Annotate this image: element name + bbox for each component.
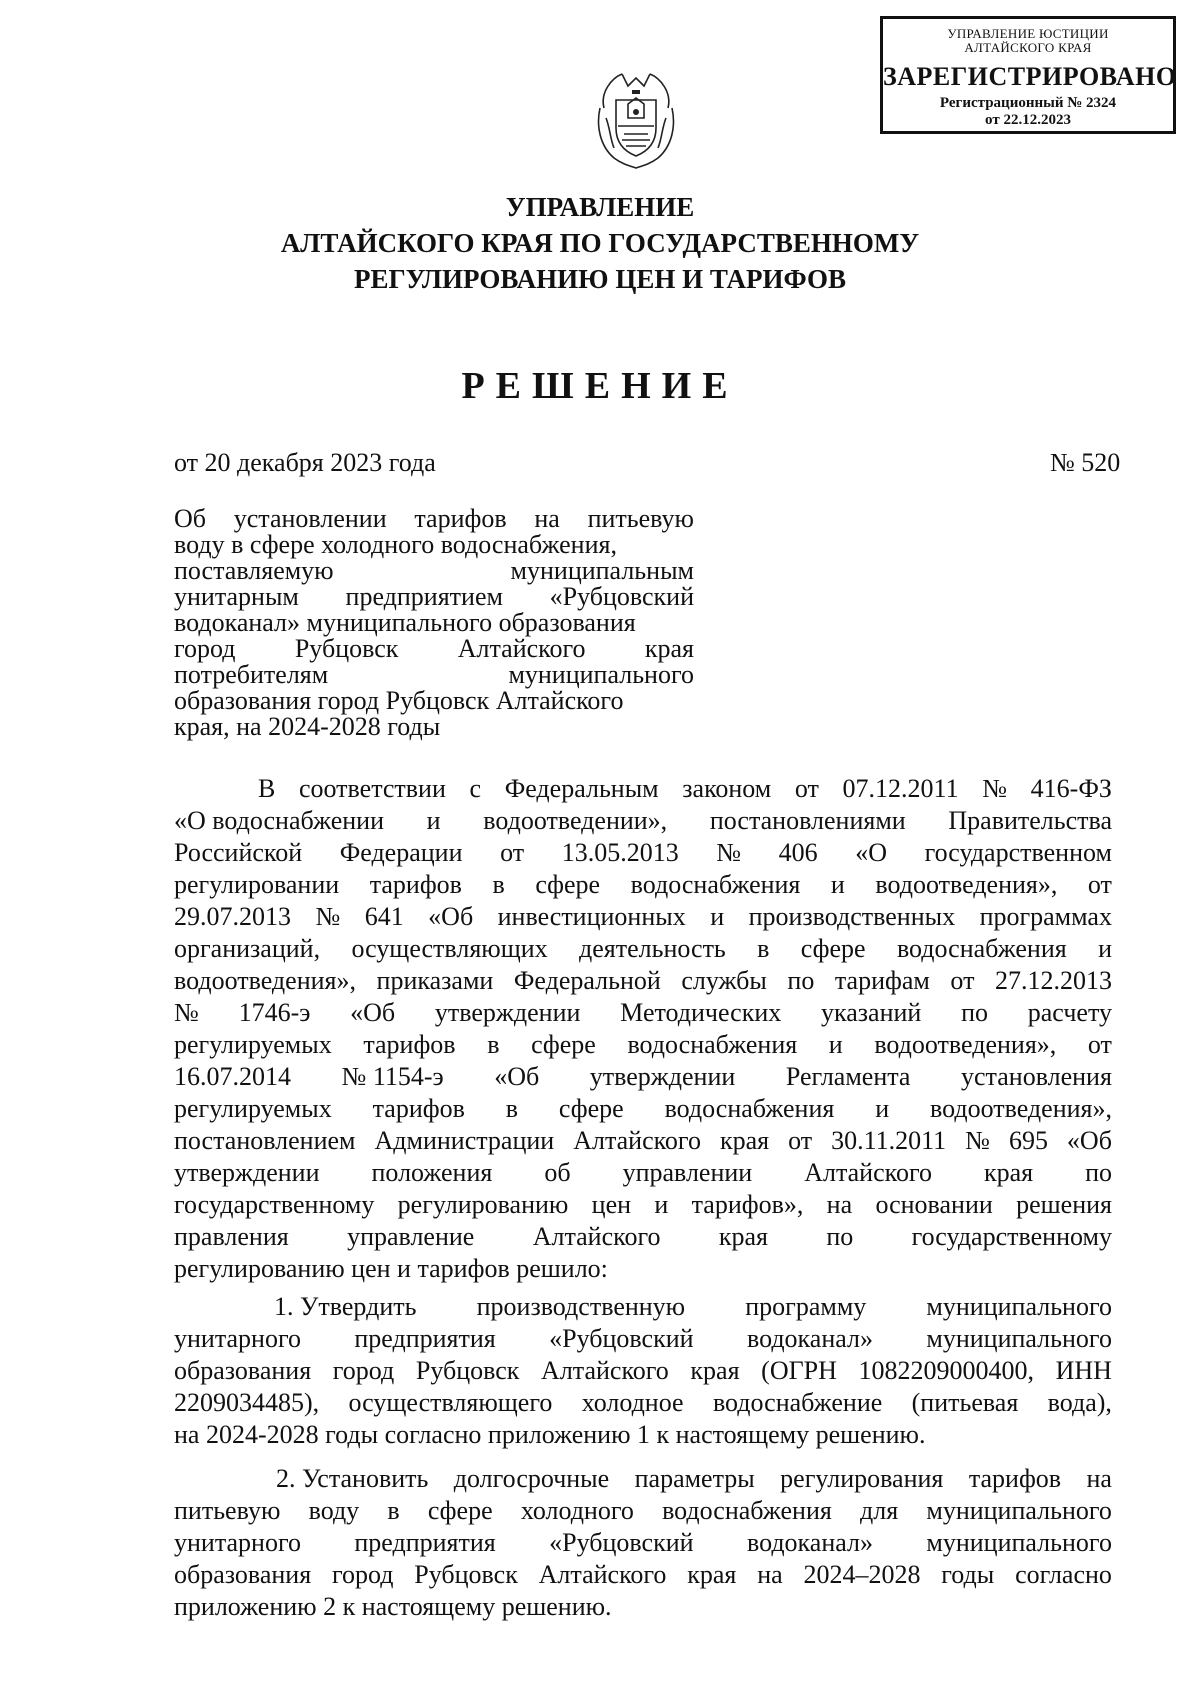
word: службы (681, 966, 767, 995)
word: унитарного (174, 1528, 301, 1557)
word: № (982, 774, 1008, 803)
word: «Рубцовский (549, 1528, 694, 1557)
item2-line (174, 1527, 1112, 1559)
word: вода), (1047, 1388, 1112, 1417)
word: приложению 2 к настоящему решению. (174, 1592, 612, 1621)
subject-line (174, 532, 694, 558)
word: № (965, 1126, 990, 1155)
word: водоканал» (746, 1324, 873, 1353)
word: края (719, 1126, 770, 1155)
word: тарифов (369, 870, 462, 899)
word: муниципального (926, 1324, 1112, 1353)
word: питьевую (174, 1496, 281, 1525)
word: по (787, 966, 815, 995)
word: 1746-э (238, 998, 311, 1027)
word: на (534, 504, 560, 533)
word: (питьевая (911, 1388, 1019, 1417)
word: цен (591, 1190, 632, 1219)
word: решения (1016, 1190, 1112, 1219)
word: муниципальным (510, 556, 694, 585)
word: Методических (620, 998, 782, 1027)
word: 1082209000400, (858, 1356, 1034, 1385)
word: правления (174, 1222, 289, 1251)
word: от (788, 1126, 813, 1155)
item2-line (174, 1463, 1112, 1495)
word: водоотведении», (483, 806, 668, 835)
word: предприятием (345, 582, 503, 611)
word: утверждении (174, 1158, 320, 1187)
item1-line (174, 1291, 1112, 1323)
word: холодного (520, 1496, 634, 1525)
word: предприятия (354, 1324, 496, 1353)
word: утверждении (589, 1062, 736, 1091)
word: на (757, 1560, 783, 1589)
word: управлении (622, 1158, 753, 1187)
word: поставляемую (174, 556, 334, 585)
word: производственных (748, 902, 956, 931)
word: сфере (531, 1030, 596, 1059)
word: Рубцовск (294, 634, 399, 663)
word: для (860, 1496, 899, 1525)
word: «О (855, 838, 888, 867)
word: регулировании (174, 870, 340, 899)
word: постановлениями (709, 806, 906, 835)
stamp-status: ЗАРЕГИСТРИРОВАНО (883, 62, 1177, 91)
word: 29.07.2013 (174, 902, 291, 931)
preamble-line (174, 1093, 1112, 1125)
preamble-line (174, 997, 1112, 1029)
item2-line (174, 1559, 1112, 1591)
preamble-line (174, 965, 1112, 997)
word: предприятия (354, 1528, 496, 1557)
word: и (828, 1030, 843, 1059)
word: Алтайского (457, 634, 586, 663)
word: В (258, 774, 276, 803)
word: «Об (428, 902, 474, 931)
word: регулированию (397, 1190, 569, 1219)
word: муниципального (508, 660, 694, 689)
word: по (826, 1222, 854, 1251)
word: 27.12.2013 (994, 966, 1112, 995)
preamble-line (174, 869, 1112, 901)
preamble-line (174, 1029, 1112, 1061)
word: потребителям (174, 660, 329, 689)
word: расчету (1027, 998, 1112, 1027)
preamble-line (174, 837, 1112, 869)
word: Регламента (785, 1062, 911, 1091)
stamp-authority-line2: АЛТАЙСКОГО КРАЯ (964, 40, 1092, 55)
word: «Рубцовский (549, 582, 694, 611)
word: тарифов (363, 1030, 456, 1059)
word: Федеральной (513, 966, 661, 995)
word: унитарным (174, 582, 299, 611)
word: регулированию цен и тарифов решило: (174, 1254, 608, 1283)
word: муниципального (926, 1528, 1112, 1557)
word: инвестиционных (497, 902, 686, 931)
word: холодное (581, 1388, 684, 1417)
word: установления (961, 1062, 1112, 1091)
word: управление (347, 1222, 475, 1251)
preamble-line (174, 1061, 1112, 1093)
item1-line (174, 1323, 1112, 1355)
word: законом (682, 774, 772, 803)
word: положения (371, 1158, 493, 1187)
word: деятельность (579, 934, 726, 963)
word: и (1098, 934, 1112, 963)
preamble-line (174, 901, 1112, 933)
word: с (469, 774, 482, 803)
word: Алтайского (538, 1560, 667, 1589)
document-subject (174, 506, 694, 740)
word: осуществляющих (351, 934, 548, 963)
word: и (875, 1094, 890, 1123)
preamble-line (174, 1125, 1112, 1157)
item2-line (174, 1591, 1112, 1623)
word: 07.12.2011 (842, 774, 959, 803)
word: водоснабжения (664, 1094, 835, 1123)
word: регулируемых (174, 1030, 332, 1059)
word: Федерации (339, 838, 463, 867)
word: водоснабжение (712, 1388, 883, 1417)
word: края (690, 1356, 740, 1385)
item1-line (174, 1419, 1112, 1451)
word: утверждении (434, 998, 581, 1027)
word: в (387, 1496, 400, 1525)
word: тарифов (414, 504, 507, 533)
word: питьевую (587, 504, 694, 533)
word: и (426, 806, 441, 835)
word: основании (875, 1190, 993, 1219)
document-number: № 520 (1050, 448, 1121, 477)
stamp-authority-line1: УПРАВЛЕНИЕ ЮСТИЦИИ (947, 26, 1109, 41)
word: 30.11.2011 (831, 1126, 947, 1155)
word: государственному (911, 1222, 1112, 1251)
spacer (174, 1451, 1112, 1463)
word: согласно (1015, 1560, 1112, 1589)
word: по (1085, 1158, 1112, 1187)
subject-line (174, 636, 694, 662)
word: 1. Утвердить (274, 1292, 417, 1321)
word: осуществляющего (348, 1388, 553, 1417)
preamble-line (174, 933, 1112, 965)
word: № (716, 838, 742, 867)
word: в (492, 870, 505, 899)
word: 406 (778, 838, 818, 867)
word: воду в сфере холодного водоснабжения, (174, 530, 617, 559)
word: водоотведения», (930, 1094, 1112, 1123)
word: водоотведения», (875, 870, 1058, 899)
word: 695 (1008, 1126, 1048, 1155)
word: тарифов (372, 1094, 465, 1123)
document-title: РЕШЕНИЕ (461, 365, 739, 407)
word: регулирования (780, 1464, 944, 1493)
word: края (644, 634, 694, 663)
word: края (718, 1222, 768, 1251)
word: Российской (174, 838, 303, 867)
word: программу (745, 1292, 867, 1321)
preamble-line (174, 1221, 1112, 1253)
word: края (687, 1560, 737, 1589)
subject-line (174, 662, 694, 688)
word: водоотведения», (174, 966, 356, 995)
word: сфере (427, 1496, 493, 1525)
word: город (332, 1356, 395, 1385)
word: муниципального (926, 1496, 1112, 1525)
subject-line (174, 506, 694, 532)
word: долгосрочные (453, 1464, 610, 1493)
word: Алтайского (804, 1158, 932, 1187)
word: в (757, 934, 770, 963)
word: «Об (1066, 1126, 1112, 1155)
subject-line (174, 558, 694, 584)
word: сфере (558, 1094, 624, 1123)
word: водоканал» муниципального образования (174, 608, 636, 637)
altai-coat-of-arms-icon (592, 68, 680, 170)
word: Федеральным (504, 774, 659, 803)
word: постановлением (174, 1126, 356, 1155)
word: № (174, 998, 199, 1027)
word: в (487, 1030, 500, 1059)
word: город (174, 634, 236, 663)
word: на (1086, 1464, 1112, 1493)
preamble-line (174, 805, 1112, 837)
word: Администрации (374, 1126, 555, 1155)
word: Рубцовск (414, 1560, 518, 1589)
word: унитарного (174, 1324, 301, 1353)
org-name-line3: РЕГУЛИРОВАНИЮ ЦЕН И ТАРИФОВ (353, 264, 847, 294)
word: «Об (494, 1062, 540, 1091)
org-name-line2: АЛТАЙСКОГО КРАЯ ПО ГОСУДАРСТВЕННОМУ (280, 228, 920, 258)
word: 641 (364, 902, 404, 931)
word: муниципального (926, 1292, 1112, 1321)
registration-stamp (880, 16, 1176, 134)
item1-line (174, 1387, 1112, 1419)
word: водоснабжения (627, 1030, 798, 1059)
word: тарифам (834, 966, 930, 995)
word: 2209034485), (174, 1388, 320, 1417)
word: в (505, 1094, 519, 1123)
word: тарифов (968, 1464, 1062, 1493)
word: от (1087, 1030, 1112, 1059)
word: водоснабжения (630, 870, 801, 899)
word: Алтайского (573, 1126, 701, 1155)
word: от (950, 966, 975, 995)
word: соответствии (298, 774, 446, 803)
word: воду (308, 1496, 360, 1525)
subject-line (174, 610, 694, 636)
word: края, на 2024-2028 годы (174, 712, 441, 741)
word: образования (174, 1356, 312, 1385)
word: город (331, 1560, 394, 1589)
item2-line (174, 1495, 1112, 1527)
org-name-line1: УПРАВЛЕНИЕ (505, 192, 695, 222)
word: на 2024-2028 годы согласно приложению 1 к настоящему решению. (174, 1420, 926, 1449)
document-date: от 20 декабря 2023 года (174, 448, 436, 477)
preamble-line (174, 1157, 1112, 1189)
subject-line (174, 714, 694, 740)
word: государственном (924, 838, 1112, 867)
word: водоснабжения (662, 1496, 832, 1525)
preamble-line (174, 1253, 1112, 1285)
word: водоканал» (746, 1528, 873, 1557)
stamp-reg-number: Регистрационный № 2324 (939, 95, 1117, 111)
word: на (826, 1190, 853, 1219)
word: Рубцовск (415, 1356, 520, 1385)
word: и (710, 902, 725, 931)
word: производственную (476, 1292, 686, 1321)
word: Об (174, 504, 207, 533)
word: № (315, 902, 341, 931)
word: образования (174, 1560, 312, 1589)
word: приказами (376, 966, 494, 995)
word: регулируемых (174, 1094, 332, 1123)
word: программах (979, 902, 1112, 931)
word: № 1154-э (341, 1062, 444, 1091)
word: Алтайского (532, 1222, 661, 1251)
word: от (500, 838, 525, 867)
word: Алтайского (541, 1356, 669, 1385)
word: и (830, 870, 845, 899)
word: водоотведения», (874, 1030, 1057, 1059)
word: «Об (350, 998, 396, 1027)
preamble-line (174, 1189, 1112, 1221)
word: «О водоснабжении (174, 806, 384, 835)
item1-line (174, 1355, 1112, 1387)
word: сфере (800, 934, 866, 963)
word: по (961, 998, 989, 1027)
word: установлении (233, 504, 387, 533)
stamp-reg-date: от 22.12.2023 (985, 112, 1071, 128)
word: указаний (821, 998, 922, 1027)
subject-line (174, 584, 694, 610)
word: и (654, 1190, 669, 1219)
word: сфере (535, 870, 601, 899)
word: 16.07.2014 (174, 1062, 291, 1091)
word: ИНН (1055, 1356, 1112, 1385)
word: от (794, 774, 819, 803)
word: годы (941, 1560, 995, 1589)
word: «Рубцовский (549, 1324, 694, 1353)
word: тарифов», (691, 1190, 804, 1219)
subject-line (174, 688, 694, 714)
word: края (983, 1158, 1034, 1187)
word: от (1087, 870, 1112, 899)
preamble-line (174, 773, 1112, 805)
document-body (174, 773, 1112, 1623)
word: 13.05.2013 (561, 838, 679, 867)
word: организаций, (174, 934, 321, 963)
word: Правительства (948, 806, 1112, 835)
word: 416-ФЗ (1030, 774, 1112, 803)
word: 2. Установить (276, 1464, 429, 1493)
word: об (544, 1158, 571, 1187)
word: 2024–2028 (803, 1560, 921, 1589)
word: водоснабжения (896, 934, 1067, 963)
word: параметры (634, 1464, 755, 1493)
word: государственному (174, 1190, 375, 1219)
word: (ОГРН (761, 1356, 837, 1385)
word: образования город Рубцовск Алтайского (174, 686, 624, 715)
